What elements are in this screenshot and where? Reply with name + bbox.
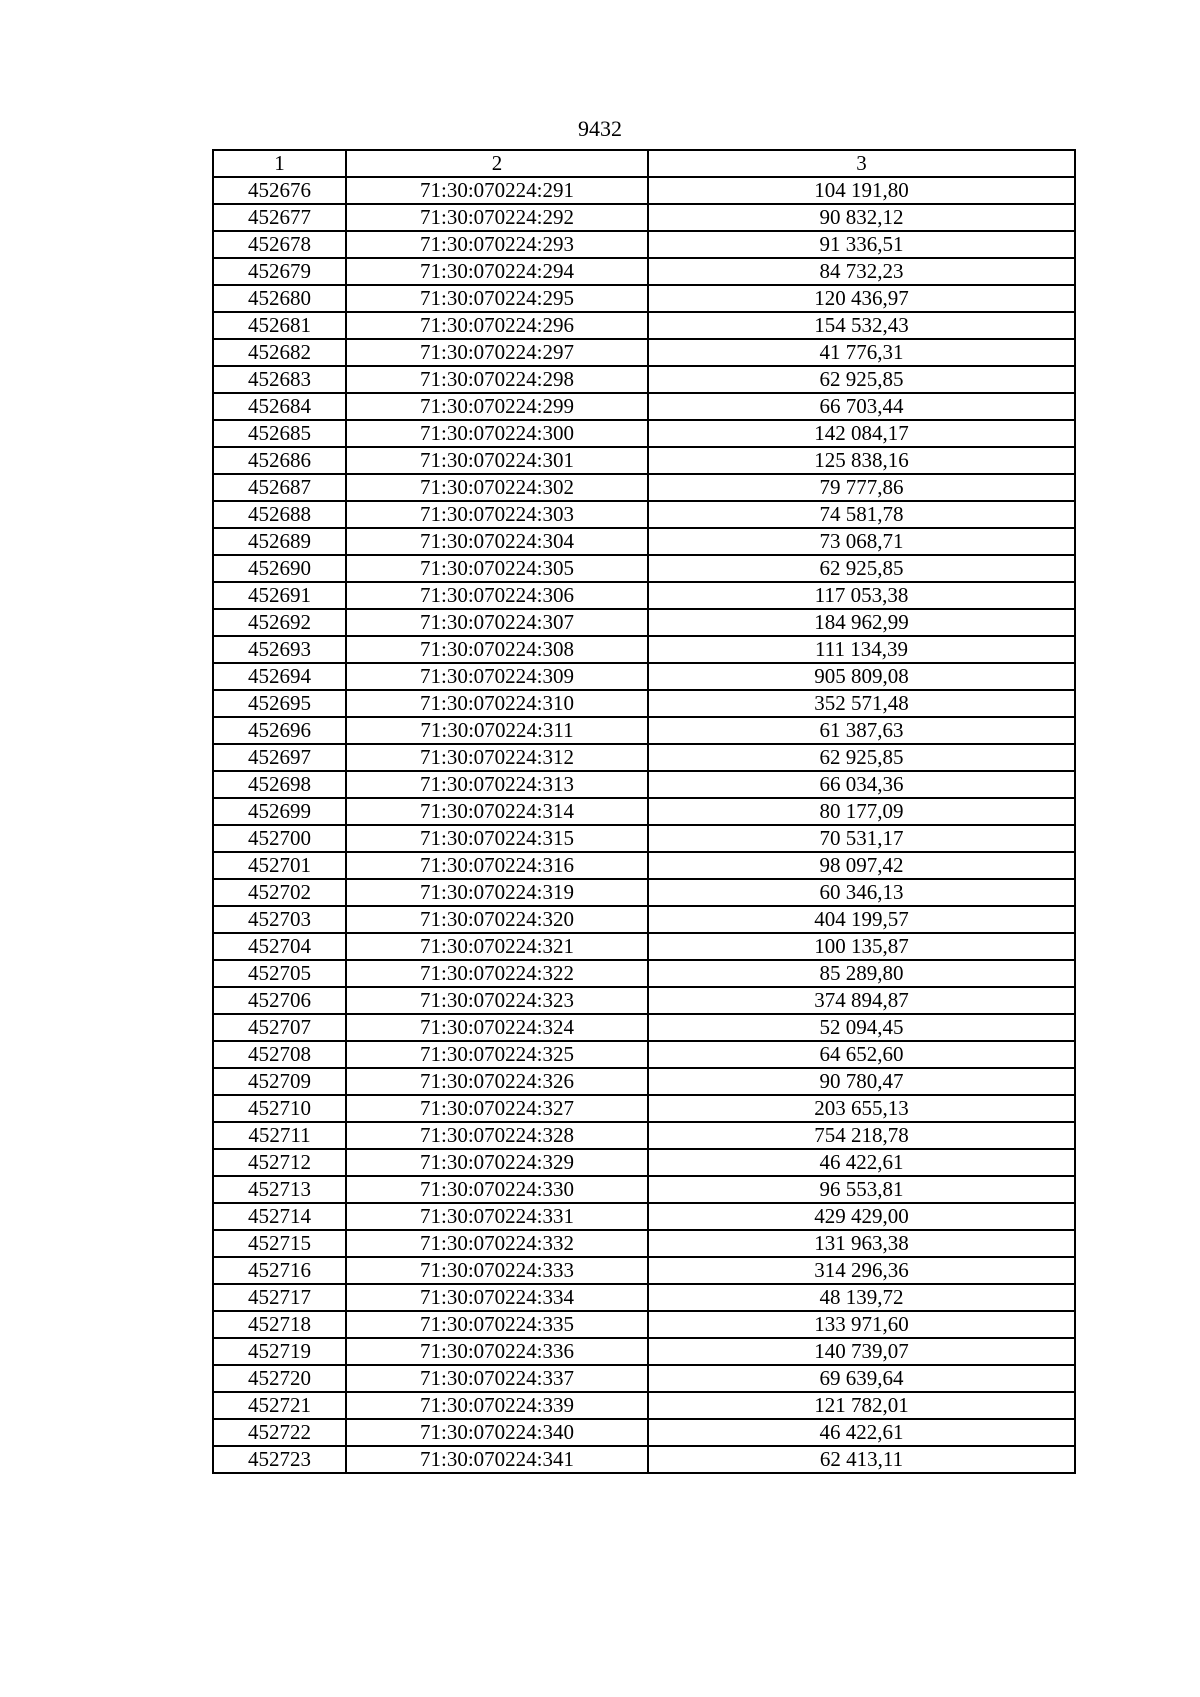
table-row [213, 1203, 1075, 1230]
cadastral-value-cell: 154 532,43 [648, 312, 1075, 339]
row-number-cell: 452703 [213, 906, 346, 933]
cadastral-number-cell: 71:30:070224:296 [346, 312, 648, 339]
cadastral-number-cell: 71:30:070224:322 [346, 960, 648, 987]
row-number-cell: 452720 [213, 1365, 346, 1392]
cadastral-value-cell: 90 832,12 [648, 204, 1075, 231]
cadastral-value-cell: 60 346,13 [648, 879, 1075, 906]
cadastral-value-cell: 52 094,45 [648, 1014, 1075, 1041]
cadastral-value-cell: 84 732,23 [648, 258, 1075, 285]
table-row [213, 1041, 1075, 1068]
row-number-cell: 452680 [213, 285, 346, 312]
table-row [213, 312, 1075, 339]
row-number-cell: 452685 [213, 420, 346, 447]
cadastral-number-cell: 71:30:070224:293 [346, 231, 648, 258]
table-row [213, 906, 1075, 933]
cadastral-number-cell: 71:30:070224:313 [346, 771, 648, 798]
table-row [213, 663, 1075, 690]
cadastral-number-cell: 71:30:070224:336 [346, 1338, 648, 1365]
row-number-cell: 452678 [213, 231, 346, 258]
cadastral-number-cell: 71:30:070224:294 [346, 258, 648, 285]
row-number-cell: 452692 [213, 609, 346, 636]
row-number-cell: 452708 [213, 1041, 346, 1068]
table-row [213, 393, 1075, 420]
cadastral-number-cell: 71:30:070224:314 [346, 798, 648, 825]
cadastral-number-cell: 71:30:070224:327 [346, 1095, 648, 1122]
table-row [213, 1257, 1075, 1284]
cadastral-value-cell: 404 199,57 [648, 906, 1075, 933]
table-row [213, 447, 1075, 474]
cadastral-value-cell: 91 336,51 [648, 231, 1075, 258]
cadastral-number-cell: 71:30:070224:311 [346, 717, 648, 744]
row-number-cell: 452699 [213, 798, 346, 825]
cadastral-number-cell: 71:30:070224:335 [346, 1311, 648, 1338]
cadastral-number-cell: 71:30:070224:340 [346, 1419, 648, 1446]
table-row [213, 582, 1075, 609]
table-row [213, 231, 1075, 258]
cadastral-number-cell: 71:30:070224:339 [346, 1392, 648, 1419]
cadastral-value-cell: 111 134,39 [648, 636, 1075, 663]
row-number-cell: 452686 [213, 447, 346, 474]
cadastral-value-cell: 70 531,17 [648, 825, 1075, 852]
cadastral-value-cell: 46 422,61 [648, 1419, 1075, 1446]
cadastral-number-cell: 71:30:070224:329 [346, 1149, 648, 1176]
table-row [213, 528, 1075, 555]
cadastral-value-cell: 429 429,00 [648, 1203, 1075, 1230]
row-number-cell: 452694 [213, 663, 346, 690]
row-number-cell: 452713 [213, 1176, 346, 1203]
row-number-cell: 452676 [213, 177, 346, 204]
cadastral-value-cell: 73 068,71 [648, 528, 1075, 555]
cadastral-value-cell: 66 034,36 [648, 771, 1075, 798]
row-number-cell: 452719 [213, 1338, 346, 1365]
cadastral-number-cell: 71:30:070224:341 [346, 1446, 648, 1473]
column-header-2: 2 [346, 150, 648, 177]
cadastral-value-cell: 98 097,42 [648, 852, 1075, 879]
table-body [213, 177, 1075, 1473]
cadastral-value-cell: 905 809,08 [648, 663, 1075, 690]
row-number-cell: 452716 [213, 1257, 346, 1284]
cadastral-number-cell: 71:30:070224:300 [346, 420, 648, 447]
cadastral-number-cell: 71:30:070224:337 [346, 1365, 648, 1392]
cadastral-value-cell: 184 962,99 [648, 609, 1075, 636]
table-row [213, 258, 1075, 285]
cadastral-value-cell: 104 191,80 [648, 177, 1075, 204]
row-number-cell: 452701 [213, 852, 346, 879]
row-number-cell: 452712 [213, 1149, 346, 1176]
table-row [213, 609, 1075, 636]
table-row [213, 366, 1075, 393]
table-row [213, 285, 1075, 312]
table-row [213, 420, 1075, 447]
cadastral-value-cell: 46 422,61 [648, 1149, 1075, 1176]
table-row [213, 1338, 1075, 1365]
row-number-cell: 452711 [213, 1122, 346, 1149]
table-row [213, 987, 1075, 1014]
table-row [213, 771, 1075, 798]
table-row [213, 1392, 1075, 1419]
table-row [213, 744, 1075, 771]
cadastral-value-cell: 62 925,85 [648, 744, 1075, 771]
row-number-cell: 452709 [213, 1068, 346, 1095]
cadastral-number-cell: 71:30:070224:299 [346, 393, 648, 420]
cadastral-value-cell: 314 296,36 [648, 1257, 1075, 1284]
cadastral-value-cell: 133 971,60 [648, 1311, 1075, 1338]
cadastral-value-cell: 90 780,47 [648, 1068, 1075, 1095]
cadastral-value-cell: 62 413,11 [648, 1446, 1075, 1473]
cadastral-number-cell: 71:30:070224:303 [346, 501, 648, 528]
cadastral-value-cell: 374 894,87 [648, 987, 1075, 1014]
row-number-cell: 452681 [213, 312, 346, 339]
cadastral-number-cell: 71:30:070224:333 [346, 1257, 648, 1284]
row-number-cell: 452707 [213, 1014, 346, 1041]
cadastral-number-cell: 71:30:070224:301 [346, 447, 648, 474]
cadastral-number-cell: 71:30:070224:291 [346, 177, 648, 204]
table-row [213, 1122, 1075, 1149]
cadastral-number-cell: 71:30:070224:320 [346, 906, 648, 933]
cadastral-value-cell: 352 571,48 [648, 690, 1075, 717]
cadastral-value-cell: 80 177,09 [648, 798, 1075, 825]
row-number-cell: 452722 [213, 1419, 346, 1446]
cadastral-value-cell: 64 652,60 [648, 1041, 1075, 1068]
cadastral-number-cell: 71:30:070224:295 [346, 285, 648, 312]
table-row [213, 1446, 1075, 1473]
row-number-cell: 452723 [213, 1446, 346, 1473]
cadastral-value-table [212, 149, 1076, 1474]
cadastral-value-cell: 41 776,31 [648, 339, 1075, 366]
cadastral-number-cell: 71:30:070224:302 [346, 474, 648, 501]
cadastral-value-cell: 100 135,87 [648, 933, 1075, 960]
cadastral-value-cell: 85 289,80 [648, 960, 1075, 987]
cadastral-value-cell: 125 838,16 [648, 447, 1075, 474]
row-number-cell: 452710 [213, 1095, 346, 1122]
cadastral-number-cell: 71:30:070224:326 [346, 1068, 648, 1095]
column-header-3: 3 [648, 150, 1075, 177]
row-number-cell: 452706 [213, 987, 346, 1014]
cadastral-number-cell: 71:30:070224:309 [346, 663, 648, 690]
cadastral-value-cell: 48 139,72 [648, 1284, 1075, 1311]
table-row [213, 1419, 1075, 1446]
cadastral-number-cell: 71:30:070224:310 [346, 690, 648, 717]
cadastral-number-cell: 71:30:070224:324 [346, 1014, 648, 1041]
row-number-cell: 452698 [213, 771, 346, 798]
table-row [213, 798, 1075, 825]
row-number-cell: 452721 [213, 1392, 346, 1419]
cadastral-number-cell: 71:30:070224:331 [346, 1203, 648, 1230]
cadastral-number-cell: 71:30:070224:319 [346, 879, 648, 906]
table-row [213, 825, 1075, 852]
table-row [213, 1149, 1075, 1176]
table-row [213, 1365, 1075, 1392]
table-row [213, 501, 1075, 528]
cadastral-number-cell: 71:30:070224:306 [346, 582, 648, 609]
table-row [213, 636, 1075, 663]
cadastral-value-cell: 131 963,38 [648, 1230, 1075, 1257]
cadastral-number-cell: 71:30:070224:321 [346, 933, 648, 960]
cadastral-value-cell: 66 703,44 [648, 393, 1075, 420]
cadastral-number-cell: 71:30:070224:312 [346, 744, 648, 771]
cadastral-value-cell: 117 053,38 [648, 582, 1075, 609]
table-row [213, 1230, 1075, 1257]
cadastral-number-cell: 71:30:070224:308 [346, 636, 648, 663]
row-number-cell: 452679 [213, 258, 346, 285]
cadastral-number-cell: 71:30:070224:316 [346, 852, 648, 879]
cadastral-number-cell: 71:30:070224:330 [346, 1176, 648, 1203]
cadastral-value-cell: 69 639,64 [648, 1365, 1075, 1392]
table-row [213, 933, 1075, 960]
row-number-cell: 452688 [213, 501, 346, 528]
cadastral-number-cell: 71:30:070224:334 [346, 1284, 648, 1311]
row-number-cell: 452689 [213, 528, 346, 555]
cadastral-value-cell: 96 553,81 [648, 1176, 1075, 1203]
table-header-row [213, 150, 1075, 177]
table-row [213, 474, 1075, 501]
table-row [213, 1176, 1075, 1203]
cadastral-value-cell: 121 782,01 [648, 1392, 1075, 1419]
cadastral-value-cell: 140 739,07 [648, 1338, 1075, 1365]
row-number-cell: 452702 [213, 879, 346, 906]
cadastral-number-cell: 71:30:070224:304 [346, 528, 648, 555]
row-number-cell: 452715 [213, 1230, 346, 1257]
row-number-cell: 452690 [213, 555, 346, 582]
cadastral-number-cell: 71:30:070224:325 [346, 1041, 648, 1068]
table-row [213, 177, 1075, 204]
row-number-cell: 452677 [213, 204, 346, 231]
row-number-cell: 452684 [213, 393, 346, 420]
row-number-cell: 452717 [213, 1284, 346, 1311]
cadastral-number-cell: 71:30:070224:297 [346, 339, 648, 366]
cadastral-value-cell: 754 218,78 [648, 1122, 1075, 1149]
table-row [213, 960, 1075, 987]
row-number-cell: 452693 [213, 636, 346, 663]
row-number-cell: 452682 [213, 339, 346, 366]
table-row [213, 879, 1075, 906]
cadastral-number-cell: 71:30:070224:315 [346, 825, 648, 852]
row-number-cell: 452696 [213, 717, 346, 744]
table-row [213, 204, 1075, 231]
cadastral-value-cell: 62 925,85 [648, 366, 1075, 393]
table-row [213, 717, 1075, 744]
page-number: 9432 [578, 116, 622, 141]
cadastral-number-cell: 71:30:070224:298 [346, 366, 648, 393]
table-row [213, 852, 1075, 879]
row-number-cell: 452714 [213, 1203, 346, 1230]
row-number-cell: 452704 [213, 933, 346, 960]
cadastral-value-cell: 79 777,86 [648, 474, 1075, 501]
row-number-cell: 452718 [213, 1311, 346, 1338]
table-row [213, 1014, 1075, 1041]
cadastral-value-cell: 62 925,85 [648, 555, 1075, 582]
cadastral-value-cell: 142 084,17 [648, 420, 1075, 447]
column-header-1: 1 [213, 150, 346, 177]
table-row [213, 1311, 1075, 1338]
row-number-cell: 452700 [213, 825, 346, 852]
table-row [213, 339, 1075, 366]
cadastral-value-cell: 203 655,13 [648, 1095, 1075, 1122]
cadastral-number-cell: 71:30:070224:307 [346, 609, 648, 636]
table-row [213, 690, 1075, 717]
cadastral-number-cell: 71:30:070224:332 [346, 1230, 648, 1257]
cadastral-value-cell: 74 581,78 [648, 501, 1075, 528]
row-number-cell: 452687 [213, 474, 346, 501]
table-row [213, 1284, 1075, 1311]
row-number-cell: 452683 [213, 366, 346, 393]
cadastral-number-cell: 71:30:070224:305 [346, 555, 648, 582]
cadastral-value-cell: 61 387,63 [648, 717, 1075, 744]
cadastral-number-cell: 71:30:070224:323 [346, 987, 648, 1014]
table-row [213, 1068, 1075, 1095]
row-number-cell: 452691 [213, 582, 346, 609]
row-number-cell: 452695 [213, 690, 346, 717]
cadastral-value-cell: 120 436,97 [648, 285, 1075, 312]
cadastral-number-cell: 71:30:070224:328 [346, 1122, 648, 1149]
cadastral-number-cell: 71:30:070224:292 [346, 204, 648, 231]
row-number-cell: 452705 [213, 960, 346, 987]
table-row [213, 1095, 1075, 1122]
row-number-cell: 452697 [213, 744, 346, 771]
table-row [213, 555, 1075, 582]
